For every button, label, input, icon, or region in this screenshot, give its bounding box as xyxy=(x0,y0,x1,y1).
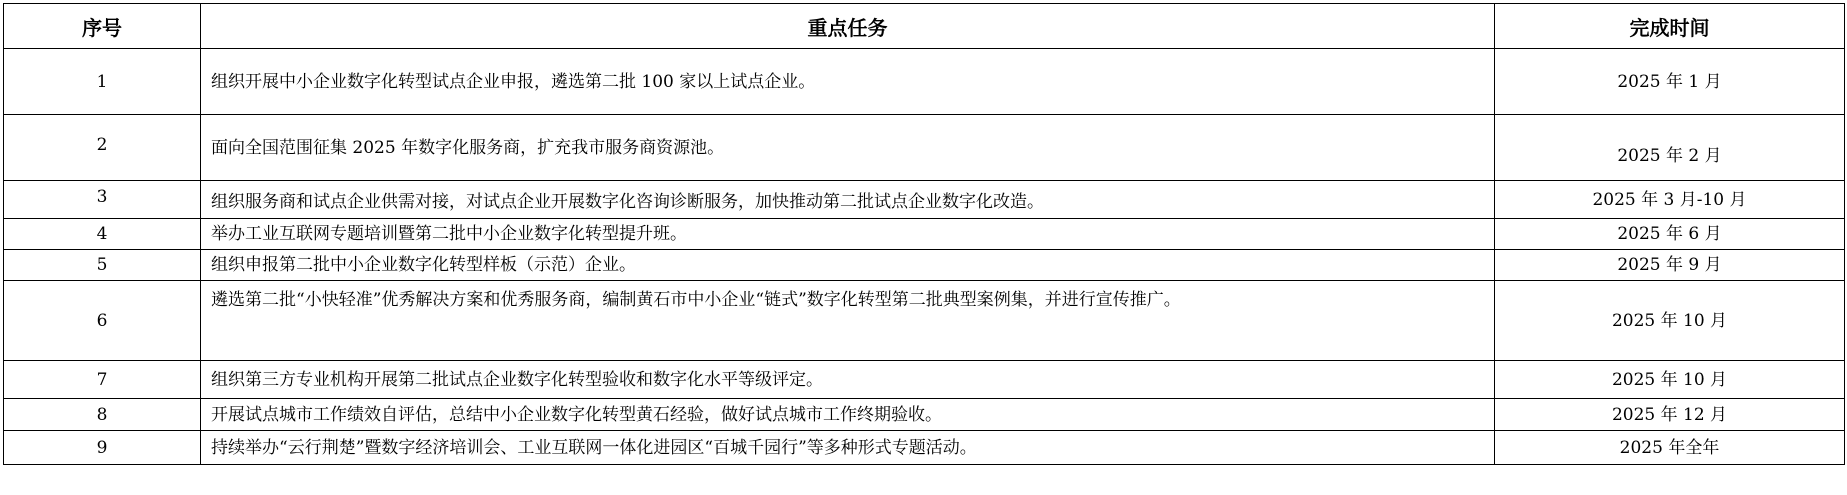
task-description: 开展试点城市工作绩效自评估，总结中小企业数字化转型黄石经验，做好试点城市工作终期验收。 xyxy=(201,399,1495,431)
completion-time: 2025 年 2 月 xyxy=(1495,115,1845,181)
row-number: 5 xyxy=(4,250,201,281)
table-row xyxy=(4,431,1845,465)
task-description: 组织申报第二批中小企业数字化转型样板（示范）企业。 xyxy=(201,250,1495,281)
table-row xyxy=(4,361,1845,399)
completion-time: 2025 年 9 月 xyxy=(1495,250,1845,281)
table-row xyxy=(4,219,1845,250)
completion-time: 2025 年 12 月 xyxy=(1495,399,1845,431)
table-row xyxy=(4,399,1845,431)
table-row xyxy=(4,49,1845,115)
completion-time: 2025 年 1 月 xyxy=(1495,49,1845,115)
task-description: 组织第三方专业机构开展第二批试点企业数字化转型验收和数字化水平等级评定。 xyxy=(201,361,1495,399)
header-completion-time: 完成时间 xyxy=(1495,4,1845,49)
row-number: 7 xyxy=(4,361,201,399)
row-number: 8 xyxy=(4,399,201,431)
table-row xyxy=(4,181,1845,219)
task-description: 持续举办“云行荆楚”暨数字经济培训会、工业互联网一体化进园区“百城千园行”等多种形式专题活动。 xyxy=(201,431,1495,465)
row-number: 4 xyxy=(4,219,201,250)
completion-time: 2025 年全年 xyxy=(1495,431,1845,465)
key-tasks-table xyxy=(3,3,1845,465)
table-body xyxy=(4,49,1845,465)
row-number: 9 xyxy=(4,431,201,465)
task-description: 面向全国范围征集 2025 年数字化服务商，扩充我市服务商资源池。 xyxy=(201,115,1495,181)
task-description: 遴选第二批“小快轻准”优秀解决方案和优秀服务商，编制黄石市中小企业“链式”数字化转型第二批典型案例集，并进行宣传推广。 xyxy=(201,281,1495,361)
task-description: 组织开展中小企业数字化转型试点企业申报，遴选第二批 100 家以上试点企业。 xyxy=(201,49,1495,115)
row-number: 2 xyxy=(4,115,201,181)
task-description: 组织服务商和试点企业供需对接，对试点企业开展数字化咨询诊断服务，加快推动第二批试点企业数字化改造。 xyxy=(201,181,1495,219)
header-serial-number: 序号 xyxy=(4,4,201,49)
table-row xyxy=(4,115,1845,181)
table-header xyxy=(4,4,1845,49)
completion-time: 2025 年 6 月 xyxy=(1495,219,1845,250)
table-row xyxy=(4,281,1845,361)
header-key-tasks: 重点任务 xyxy=(201,4,1495,49)
completion-time: 2025 年 3 月-10 月 xyxy=(1495,181,1845,219)
table-row xyxy=(4,250,1845,281)
row-number: 1 xyxy=(4,49,201,115)
task-description: 举办工业互联网专题培训暨第二批中小企业数字化转型提升班。 xyxy=(201,219,1495,250)
completion-time: 2025 年 10 月 xyxy=(1495,281,1845,361)
row-number: 3 xyxy=(4,181,201,219)
row-number: 6 xyxy=(4,281,201,361)
completion-time: 2025 年 10 月 xyxy=(1495,361,1845,399)
header-row xyxy=(4,4,1845,49)
